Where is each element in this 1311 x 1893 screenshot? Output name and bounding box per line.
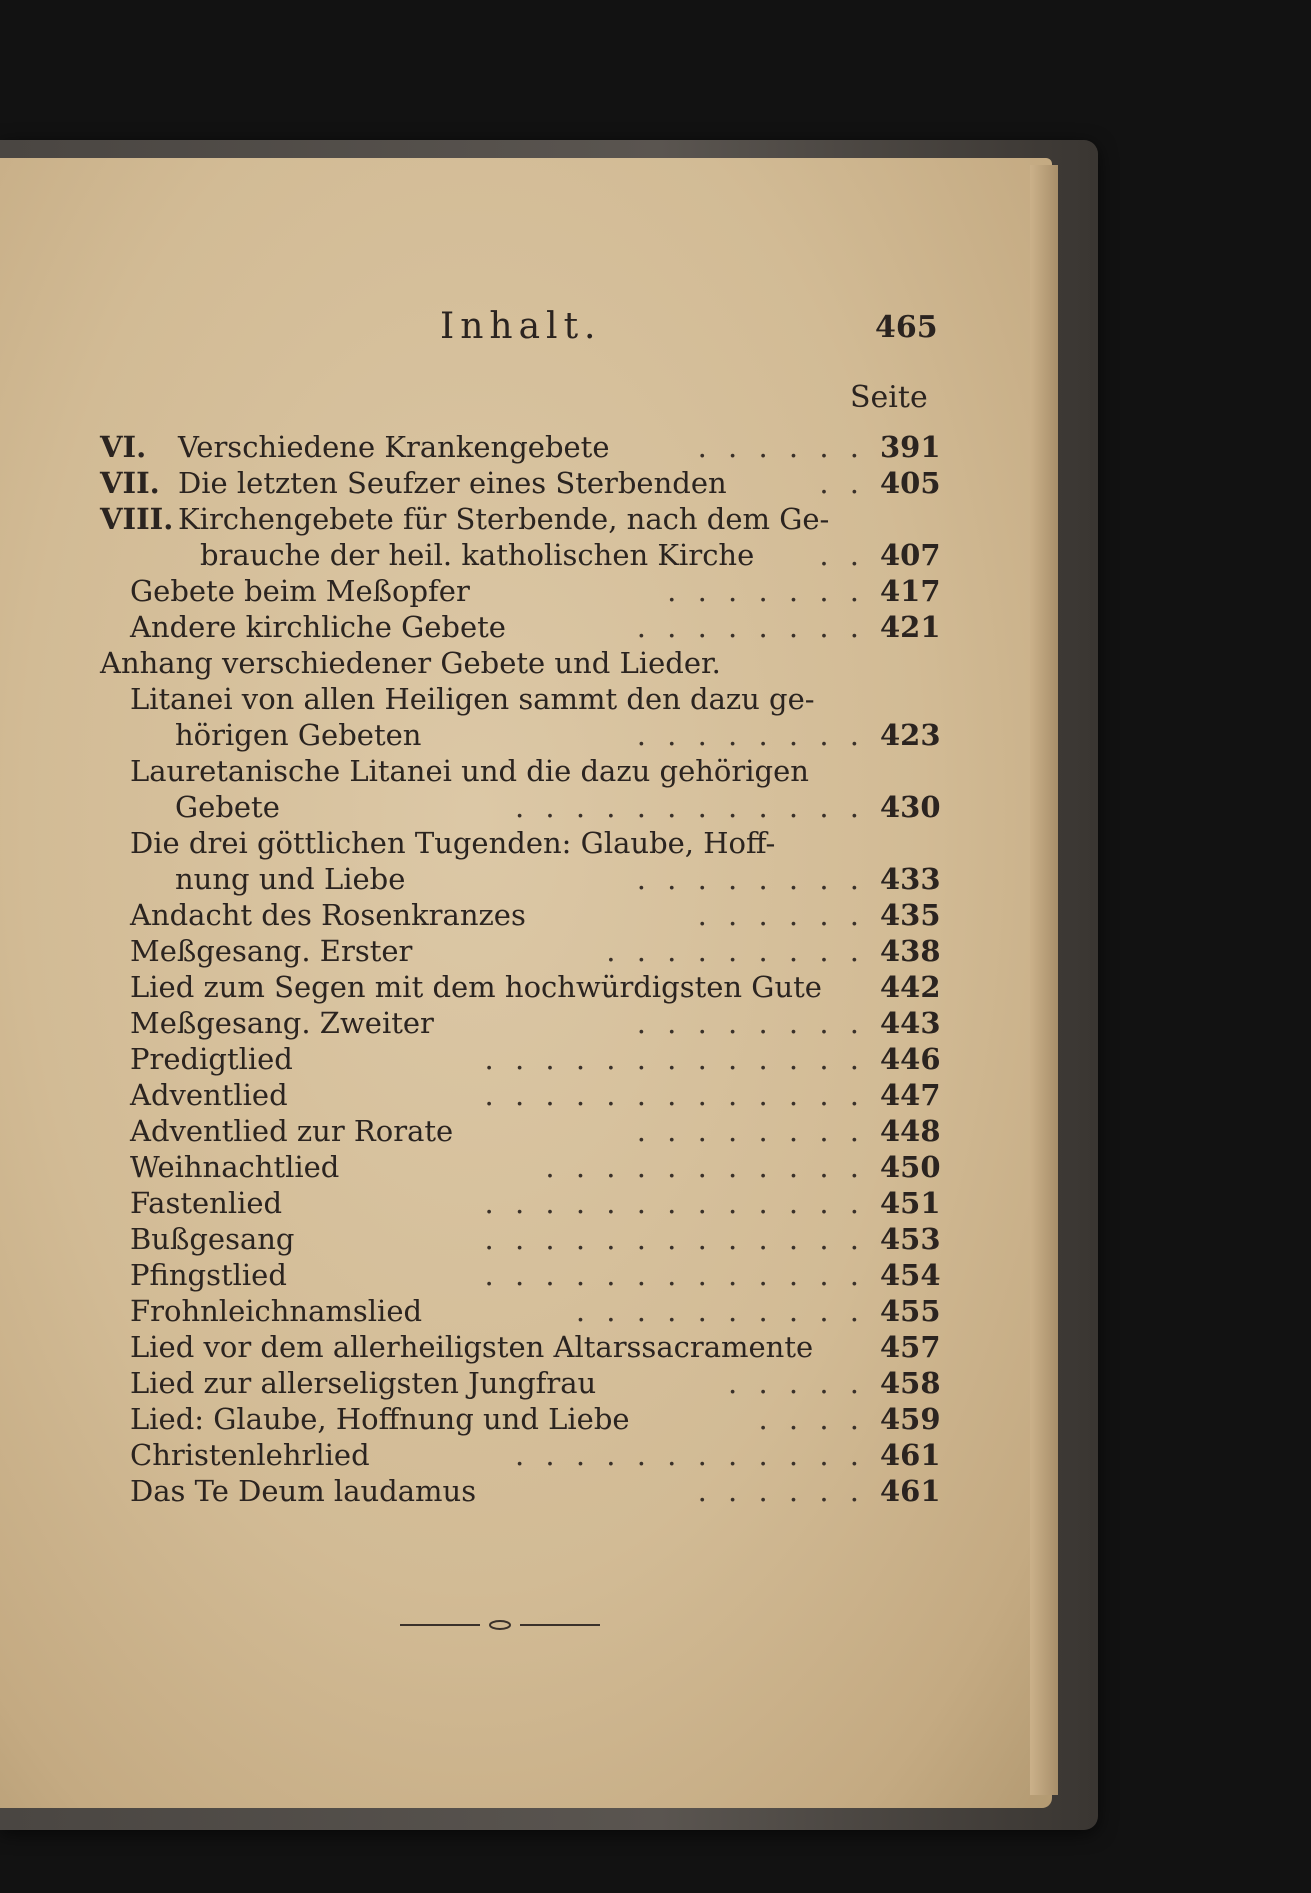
toc-entry-page: 405: [880, 466, 941, 500]
toc-entry-title: Gebete: [175, 790, 280, 824]
toc-entry-page: 454: [880, 1258, 941, 1292]
toc-entry-leader: . . . . . . . . . . . . .: [484, 1078, 865, 1112]
toc-entry-number: VI.: [100, 430, 147, 464]
toc-entry: [100, 1258, 940, 1294]
toc-entry-leader: . . . . . . . . . . .: [545, 1150, 865, 1184]
toc-entry-page: 447: [880, 1078, 941, 1112]
toc-entry-leader: . .: [819, 538, 865, 572]
toc-entry-leader: . . . .: [758, 1402, 865, 1436]
toc-entry-page: 458: [880, 1366, 941, 1400]
toc-entry-title: Lied vor dem allerheiligsten Altarssacramente: [130, 1330, 814, 1364]
toc-entry-page: 435: [880, 898, 941, 932]
toc-entry-title: Bußgesang: [130, 1222, 295, 1256]
toc-entry: [100, 1078, 940, 1114]
page-number: 465: [875, 310, 938, 345]
toc-entry-title: Die letzten Seufzer eines Sterbenden: [178, 466, 727, 500]
toc-entry: [100, 1294, 940, 1330]
toc-entry-title: brauche der heil. katholischen Kirche: [200, 538, 755, 572]
toc-entry-title: Meßgesang. Zweiter: [130, 1006, 434, 1040]
column-label-seite: Seite: [850, 380, 928, 415]
page-header: [0, 300, 1311, 360]
toc-entry-leader: . . . . . .: [697, 1474, 865, 1508]
toc-entry-leader: . . . . . . . . . . . . .: [484, 1258, 865, 1292]
toc-entry: [100, 610, 940, 646]
table-of-contents: [100, 430, 940, 1510]
toc-entry-page: 457: [880, 1330, 941, 1364]
toc-entry: [100, 1114, 940, 1150]
page-edge: [1030, 165, 1058, 1795]
toc-entry-title: Christenlehrlied: [130, 1438, 370, 1472]
toc-entry: [100, 1006, 940, 1042]
toc-entry: [100, 754, 940, 790]
toc-entry-title: Lied zur allerseligsten Jungfrau: [130, 1366, 597, 1400]
toc-entry-page: 451: [880, 1186, 941, 1220]
toc-entry-title: hörigen Gebeten: [175, 718, 422, 752]
page-title: Inhalt.: [440, 306, 602, 347]
toc-entry: [100, 646, 940, 682]
toc-entry: [100, 1150, 940, 1186]
ornament-divider: [400, 1615, 600, 1635]
toc-entry: [100, 574, 940, 610]
toc-entry-title: Predigtlied: [130, 1042, 293, 1076]
toc-entry-page: 417: [880, 574, 941, 608]
toc-entry-leader: . . . . . . . .: [636, 610, 865, 644]
toc-entry-page: 448: [880, 1114, 941, 1148]
toc-entry: [100, 502, 940, 538]
toc-entry-title: Fastenlied: [130, 1186, 283, 1220]
toc-entry-leader: . . . . . .: [697, 430, 865, 464]
toc-entry-page: 433: [880, 862, 941, 896]
toc-entry: [100, 1222, 940, 1258]
toc-entry-page: 446: [880, 1042, 941, 1076]
toc-entry-leader: . . . . . . . .: [636, 862, 865, 896]
toc-entry-leader: . . . . . . . . . . . .: [514, 1438, 865, 1472]
toc-entry-page: 455: [880, 1294, 941, 1328]
toc-entry-title: Adventlied zur Rorate: [130, 1114, 454, 1148]
toc-entry-number: VII.: [100, 466, 160, 500]
toc-entry-title: Andacht des Rosenkranzes: [130, 898, 526, 932]
toc-entry: [100, 934, 940, 970]
toc-entry: [100, 1186, 940, 1222]
toc-entry-title: Die drei göttlichen Tugenden: Glaube, Hoff-: [130, 826, 776, 860]
toc-entry-page: 407: [880, 538, 941, 572]
toc-entry-leader: . . . . . . . . . .: [575, 1294, 865, 1328]
toc-entry-page: 461: [880, 1438, 941, 1472]
toc-entry-leader: . . . . . . . .: [636, 1006, 865, 1040]
toc-entry-page: 459: [880, 1402, 941, 1436]
toc-entry-title: Lied: Glaube, Hoffnung und Liebe: [130, 1402, 630, 1436]
toc-entry-title: Lauretanische Litanei und die dazu gehörigen: [130, 754, 809, 788]
toc-entry-page: 421: [880, 610, 941, 644]
toc-entry: [100, 1042, 940, 1078]
toc-entry: [100, 970, 940, 1006]
toc-entry-leader: . . . . . .: [697, 898, 865, 932]
toc-entry-leader: . . . . . . . .: [636, 718, 865, 752]
toc-entry-title: Andere kirchliche Gebete: [130, 610, 506, 644]
toc-entry-page: 453: [880, 1222, 941, 1256]
toc-entry: [100, 1474, 940, 1510]
toc-entry-page: 450: [880, 1150, 941, 1184]
toc-entry: [100, 1402, 940, 1438]
toc-entry-leader: . . . . . . .: [667, 574, 865, 608]
toc-entry-leader: . . . . . . . . . . . .: [514, 790, 865, 824]
toc-entry: [100, 826, 940, 862]
toc-entry-page: 438: [880, 934, 941, 968]
toc-entry-title: Weihnachtlied: [130, 1150, 340, 1184]
toc-entry-page: 443: [880, 1006, 941, 1040]
toc-entry: [100, 898, 940, 934]
toc-entry-leader: . .: [819, 466, 865, 500]
toc-entry-title: Meßgesang. Erster: [130, 934, 413, 968]
toc-entry-title: Pfingstlied: [130, 1258, 287, 1292]
toc-entry-leader: . . . . . . . . . . . . .: [484, 1186, 865, 1220]
toc-entry: [100, 466, 940, 502]
toc-entry-title: Verschiedene Krankengebete: [178, 430, 610, 464]
toc-entry-leader: . . . . . . . .: [636, 1114, 865, 1148]
toc-entry: [100, 718, 940, 754]
toc-entry-title: Adventlied: [130, 1078, 288, 1112]
toc-entry-leader: . . . . .: [728, 1366, 865, 1400]
toc-entry-leader: . . . . . . . . . . . . .: [484, 1042, 865, 1076]
toc-entry: [100, 1366, 940, 1402]
toc-entry-title: Kirchengebete für Sterbende, nach dem Ge-: [178, 502, 830, 536]
toc-entry-title: nung und Liebe: [175, 862, 406, 896]
toc-entry: [100, 862, 940, 898]
toc-entry: [100, 538, 940, 574]
toc-entry-title: Anhang verschiedener Gebete und Lieder.: [100, 646, 721, 680]
toc-entry-page: 442: [880, 970, 941, 1004]
toc-entry: [100, 1438, 940, 1474]
toc-entry-title: Frohnleichnamslied: [130, 1294, 423, 1328]
toc-entry-page: 391: [880, 430, 941, 464]
toc-entry: [100, 790, 940, 826]
toc-entry-page: 430: [880, 790, 941, 824]
toc-entry-number: VIII.: [100, 502, 174, 536]
toc-entry: [100, 1330, 940, 1366]
toc-entry-leader: . . . . . . . . . . . . .: [484, 1222, 865, 1256]
toc-entry-page: 423: [880, 718, 941, 752]
toc-entry: [100, 430, 940, 466]
toc-entry: [100, 682, 940, 718]
toc-entry-title: Litanei von allen Heiligen sammt den dazu ge-: [130, 682, 815, 716]
toc-entry-title: Lied zum Segen mit dem hochwürdigsten Gute: [130, 970, 822, 1004]
toc-entry-page: 461: [880, 1474, 941, 1508]
toc-entry-title: Gebete beim Meßopfer: [130, 574, 470, 608]
toc-entry-title: Das Te Deum laudamus: [130, 1474, 477, 1508]
toc-entry-leader: . . . . . . . . .: [606, 934, 865, 968]
